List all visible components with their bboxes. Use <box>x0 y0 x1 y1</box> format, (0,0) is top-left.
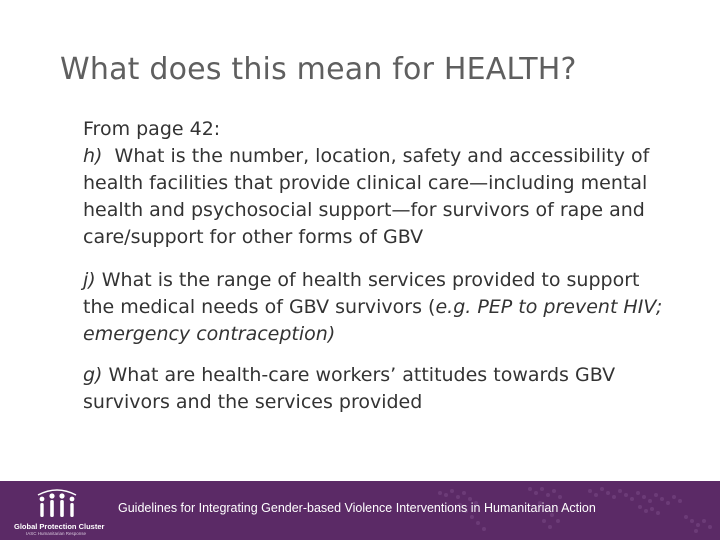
question-g-marker: g) <box>83 364 103 386</box>
question-g <box>83 362 663 416</box>
question-j-italic: e.g. PEP to prevent HIV; emergency contraception) <box>83 296 663 345</box>
question-j <box>83 267 663 348</box>
slide-body <box>83 116 663 416</box>
global-protection-cluster-logo <box>14 487 105 537</box>
footer-guidelines-title: Guidelines for Integrating Gender-based Violence Interventions in Humanitarian Action <box>118 501 596 515</box>
people-figures-icon <box>36 489 78 521</box>
question-h-marker: h) <box>83 145 103 167</box>
question-h-text: What is the number, location, safety and accessibility of health facilities that provide clinical care—including mental health and psychosocial support—for survivors of rape and care/support for other forms of GBV <box>83 145 656 248</box>
logo-name: Global Protection Cluster <box>14 522 105 531</box>
intro-line: From page 42: <box>83 118 221 140</box>
question-j-text: What is the range of health services provided to support the medical needs of GBV survivors ( <box>83 269 640 318</box>
slide-title: What does this mean for HEALTH? <box>60 52 577 87</box>
question-h <box>83 143 663 251</box>
question-g-text: What are health-care workers’ attitudes towards GBV survivors and the services provided <box>83 364 616 413</box>
logo-subtitle: IASC Humanitarian Response <box>25 531 87 536</box>
question-j-marker: j) <box>83 269 96 291</box>
footer-banner <box>0 481 720 540</box>
